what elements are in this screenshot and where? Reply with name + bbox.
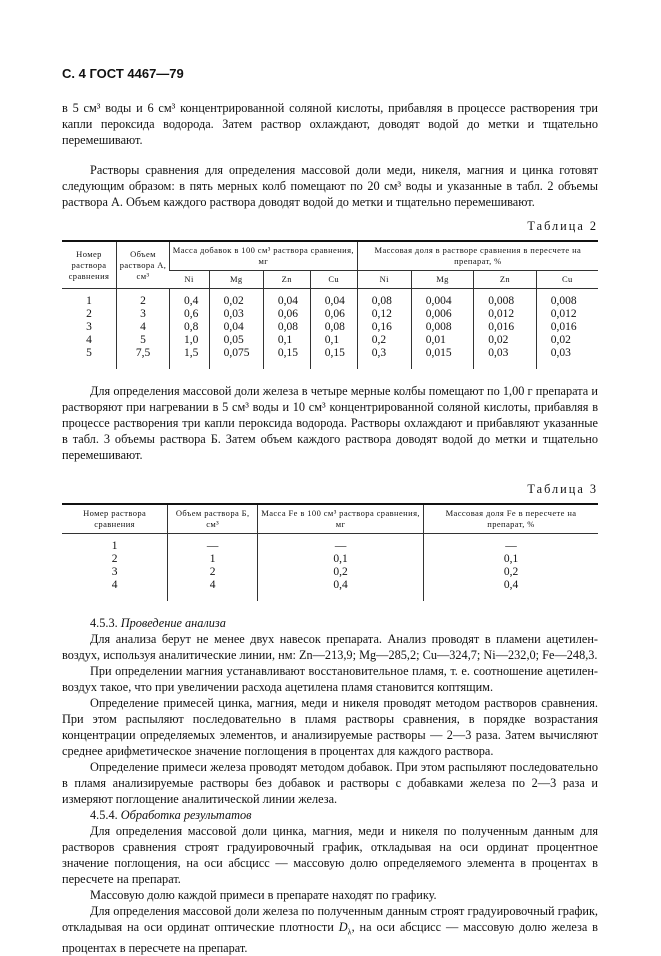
- element-header: Zn: [263, 271, 310, 289]
- table-cell: —: [258, 534, 424, 554]
- table-cell: 0,16: [357, 321, 411, 334]
- table-cell: 0,2: [424, 566, 598, 579]
- table-cell: 2: [86, 308, 92, 320]
- table-cell: 0,8: [170, 321, 210, 334]
- table-cell: 0,016: [536, 321, 598, 334]
- paragraph: Определение примесей цинка, магния, меди и никеля проводят методом растворов сравнения. При этом распыляют последовательно в пламя растворы сравнения, в порядке возрастания концентрации определяемых элементов, и анализируемые растворы — 2—3 раза. Затем вычисляют среднее арифметическое значение поглощения в процентах для каждого раствора.: [62, 696, 598, 758]
- element-header: Ni: [357, 271, 411, 289]
- table-cell: 0,4: [170, 289, 210, 309]
- section-number: 4.5.4.: [90, 808, 118, 822]
- table-cell: 1,0: [170, 334, 210, 347]
- table-cell: 0,05: [209, 334, 263, 347]
- table-row: [62, 566, 598, 579]
- element-header: Cu: [310, 271, 357, 289]
- table-2: [62, 240, 598, 369]
- table-cell: 0,1: [310, 334, 357, 347]
- element-header: Zn: [474, 271, 536, 289]
- table-cell: 0,016: [474, 321, 536, 334]
- table-row: [62, 553, 598, 566]
- table-cell: 2: [111, 553, 118, 565]
- table-cell: 0,006: [411, 308, 473, 321]
- table-cell: 0,08: [357, 289, 411, 309]
- table-cell: 0,12: [357, 308, 411, 321]
- page-header: С. 4 ГОСТ 4467—79: [62, 66, 184, 81]
- table-cell: 1,5: [170, 347, 210, 369]
- table-cell: 0,075: [209, 347, 263, 369]
- table-cell: 0,008: [411, 321, 473, 334]
- col-header: Объем раствора Б, см³: [168, 504, 258, 534]
- table-cell: 0,004: [411, 289, 473, 309]
- table-cell: 0,04: [263, 289, 310, 309]
- table-cell: 3: [111, 566, 118, 578]
- section-number: 4.5.3.: [90, 616, 118, 630]
- table-row: [62, 347, 598, 369]
- table-cell: 0,3: [357, 347, 411, 369]
- table-cell: 0,01: [411, 334, 473, 347]
- table-cell: 4: [117, 321, 170, 334]
- table-cell: 0,08: [263, 321, 310, 334]
- table-cell: 1: [168, 553, 258, 566]
- table-cell: 2: [168, 566, 258, 579]
- table-3-label: Таблица 3: [527, 482, 598, 496]
- paragraph: При определении магния устанавливают восстановительное пламя, т. е. соотношение ацетилен-воздух такое, что при увеличении расхода ацетилена пламя становится коптящим.: [62, 664, 598, 694]
- table-cell: —: [424, 534, 598, 554]
- table-cell: 7,5: [117, 347, 170, 369]
- paragraph: Растворы сравнения для определения массовой доли меди, никеля, магния и цинка готовят следующим образом: в пять мерных колб помещают по 20 см³ воды и указанные в табл. 2 объемы раствора А. Объем каждого раствора доводят водой до метки и тщательно перемешивают.: [62, 163, 598, 209]
- col-header: Массовая доля в растворе сравнения в пересчете на препарат, %: [357, 241, 598, 271]
- table-cell: 5: [117, 334, 170, 347]
- section-title: Проведение анализа: [120, 616, 226, 630]
- table-cell: 2: [117, 289, 170, 309]
- table-row: [62, 534, 598, 554]
- paragraph: Определение примеси железа проводят методом добавок. При этом распыляют последовательно в пламя анализируемые растворы без добавок и растворы с добавками железа по 2—3 раза и измеряют поглощение аналитической линии железа.: [62, 760, 598, 806]
- table-cell: 4: [86, 334, 92, 346]
- table-cell: 0,06: [310, 308, 357, 321]
- paragraph: Для анализа берут не менее двух навесок препарата. Анализ проводят в пламени ацетилен-воздух, используя аналитические линии, нм: Zn—213,9; Mg—285,2; Cu—324,7; Ni—232,0; Fe—248,3.: [62, 632, 598, 662]
- table-cell: 0,1: [258, 553, 424, 566]
- table-cell: —: [168, 534, 258, 554]
- table-row: [62, 579, 598, 601]
- paragraph: Для определения массовой доли железа в четыре мерные колбы помещают по 1,00 г препарата и растворяют при нагревании в 5 см³ воды и 10 см³ концентрированной соляной кислоты, прибавляя в процессе растворения три капли пероксида водорода. Растворы охлаждают и прибавляют указанные в табл. 3 объемы раствора Б. Затем объем каждого раствора доводят водой до метки и тщательно перемешивают.: [62, 384, 598, 462]
- paragraph: Для определения массовой доли железа по полученным данным строят градуировочный график, откладывая на оси ординат оптические плотности $D_\lambda$, на оси абсцисс — массовую долю железа в процентах в пересчете на препарат.: [62, 904, 598, 956]
- table-cell: 0,06: [263, 308, 310, 321]
- element-header: Mg: [209, 271, 263, 289]
- table-cell: 0,2: [357, 334, 411, 347]
- table-2-label: Таблица 2: [527, 219, 598, 233]
- table-cell: 0,1: [424, 553, 598, 566]
- col-header: Масса добавок в 100 см³ раствора сравнения, мг: [170, 241, 358, 271]
- table-row: [62, 308, 598, 321]
- table-row: [62, 334, 598, 347]
- col-header: Масса Fe в 100 см³ раствора сравнения, мг: [258, 504, 424, 534]
- table-cell: 5: [86, 347, 92, 359]
- table-cell: 0,6: [170, 308, 210, 321]
- paragraph: в 5 см³ воды и 6 см³ концентрированной соляной кислоты, прибавляя в процессе растворения три капли пероксида водорода. Затем раствор охлаждают, доводят водой до метки и тщательно перемешивают.: [62, 101, 598, 147]
- col-header: Объем раствора А, см³: [117, 241, 170, 289]
- table-cell: 0,15: [263, 347, 310, 369]
- paragraph: Массовую долю каждой примеси в препарате находят по графику.: [90, 888, 437, 902]
- table-cell: 0,08: [310, 321, 357, 334]
- col-header: Номер раствора сравнения: [62, 241, 117, 289]
- table-cell: 0,4: [424, 579, 598, 601]
- table-cell: 0,012: [536, 308, 598, 321]
- element-header: Cu: [536, 271, 598, 289]
- table-row: [62, 321, 598, 334]
- table-cell: 4: [111, 579, 118, 591]
- table-cell: 0,015: [411, 347, 473, 369]
- col-header: Массовая доля Fe в пересчете на препарат, %: [424, 504, 598, 534]
- table-cell: 4: [168, 579, 258, 601]
- table-cell: 0,03: [209, 308, 263, 321]
- table-cell: 0,04: [209, 321, 263, 334]
- table-cell: 0,4: [258, 579, 424, 601]
- table-3: [62, 503, 598, 601]
- table-cell: 0,008: [536, 289, 598, 309]
- table-cell: 3: [117, 308, 170, 321]
- table-row: [62, 289, 598, 309]
- element-header: Ni: [170, 271, 210, 289]
- table-cell: 0,02: [474, 334, 536, 347]
- element-header: Mg: [411, 271, 473, 289]
- table-cell: 1: [111, 540, 118, 552]
- paragraph: Для определения массовой доли цинка, магния, меди и никеля по полученным данным для растворов сравнения строят градуировочный график, откладывая на оси ординат процентное значение поглощения, на оси абсцисс — массовую долю определяемого элемента в процентах в пересчете на препарат.: [62, 824, 598, 886]
- table-cell: 0,008: [474, 289, 536, 309]
- table-cell: 0,03: [474, 347, 536, 369]
- table-cell: 0,04: [310, 289, 357, 309]
- table-cell: 0,1: [263, 334, 310, 347]
- table-cell: 0,02: [536, 334, 598, 347]
- table-cell: 0,2: [258, 566, 424, 579]
- table-cell: 3: [86, 321, 92, 333]
- table-cell: 0,15: [310, 347, 357, 369]
- section-title: Обработка результатов: [120, 808, 252, 822]
- table-cell: 0,03: [536, 347, 598, 369]
- table-cell: 1: [86, 295, 92, 307]
- table-cell: 0,02: [209, 289, 263, 309]
- col-header: Номер раствора сравнения: [62, 504, 168, 534]
- table-cell: 0,012: [474, 308, 536, 321]
